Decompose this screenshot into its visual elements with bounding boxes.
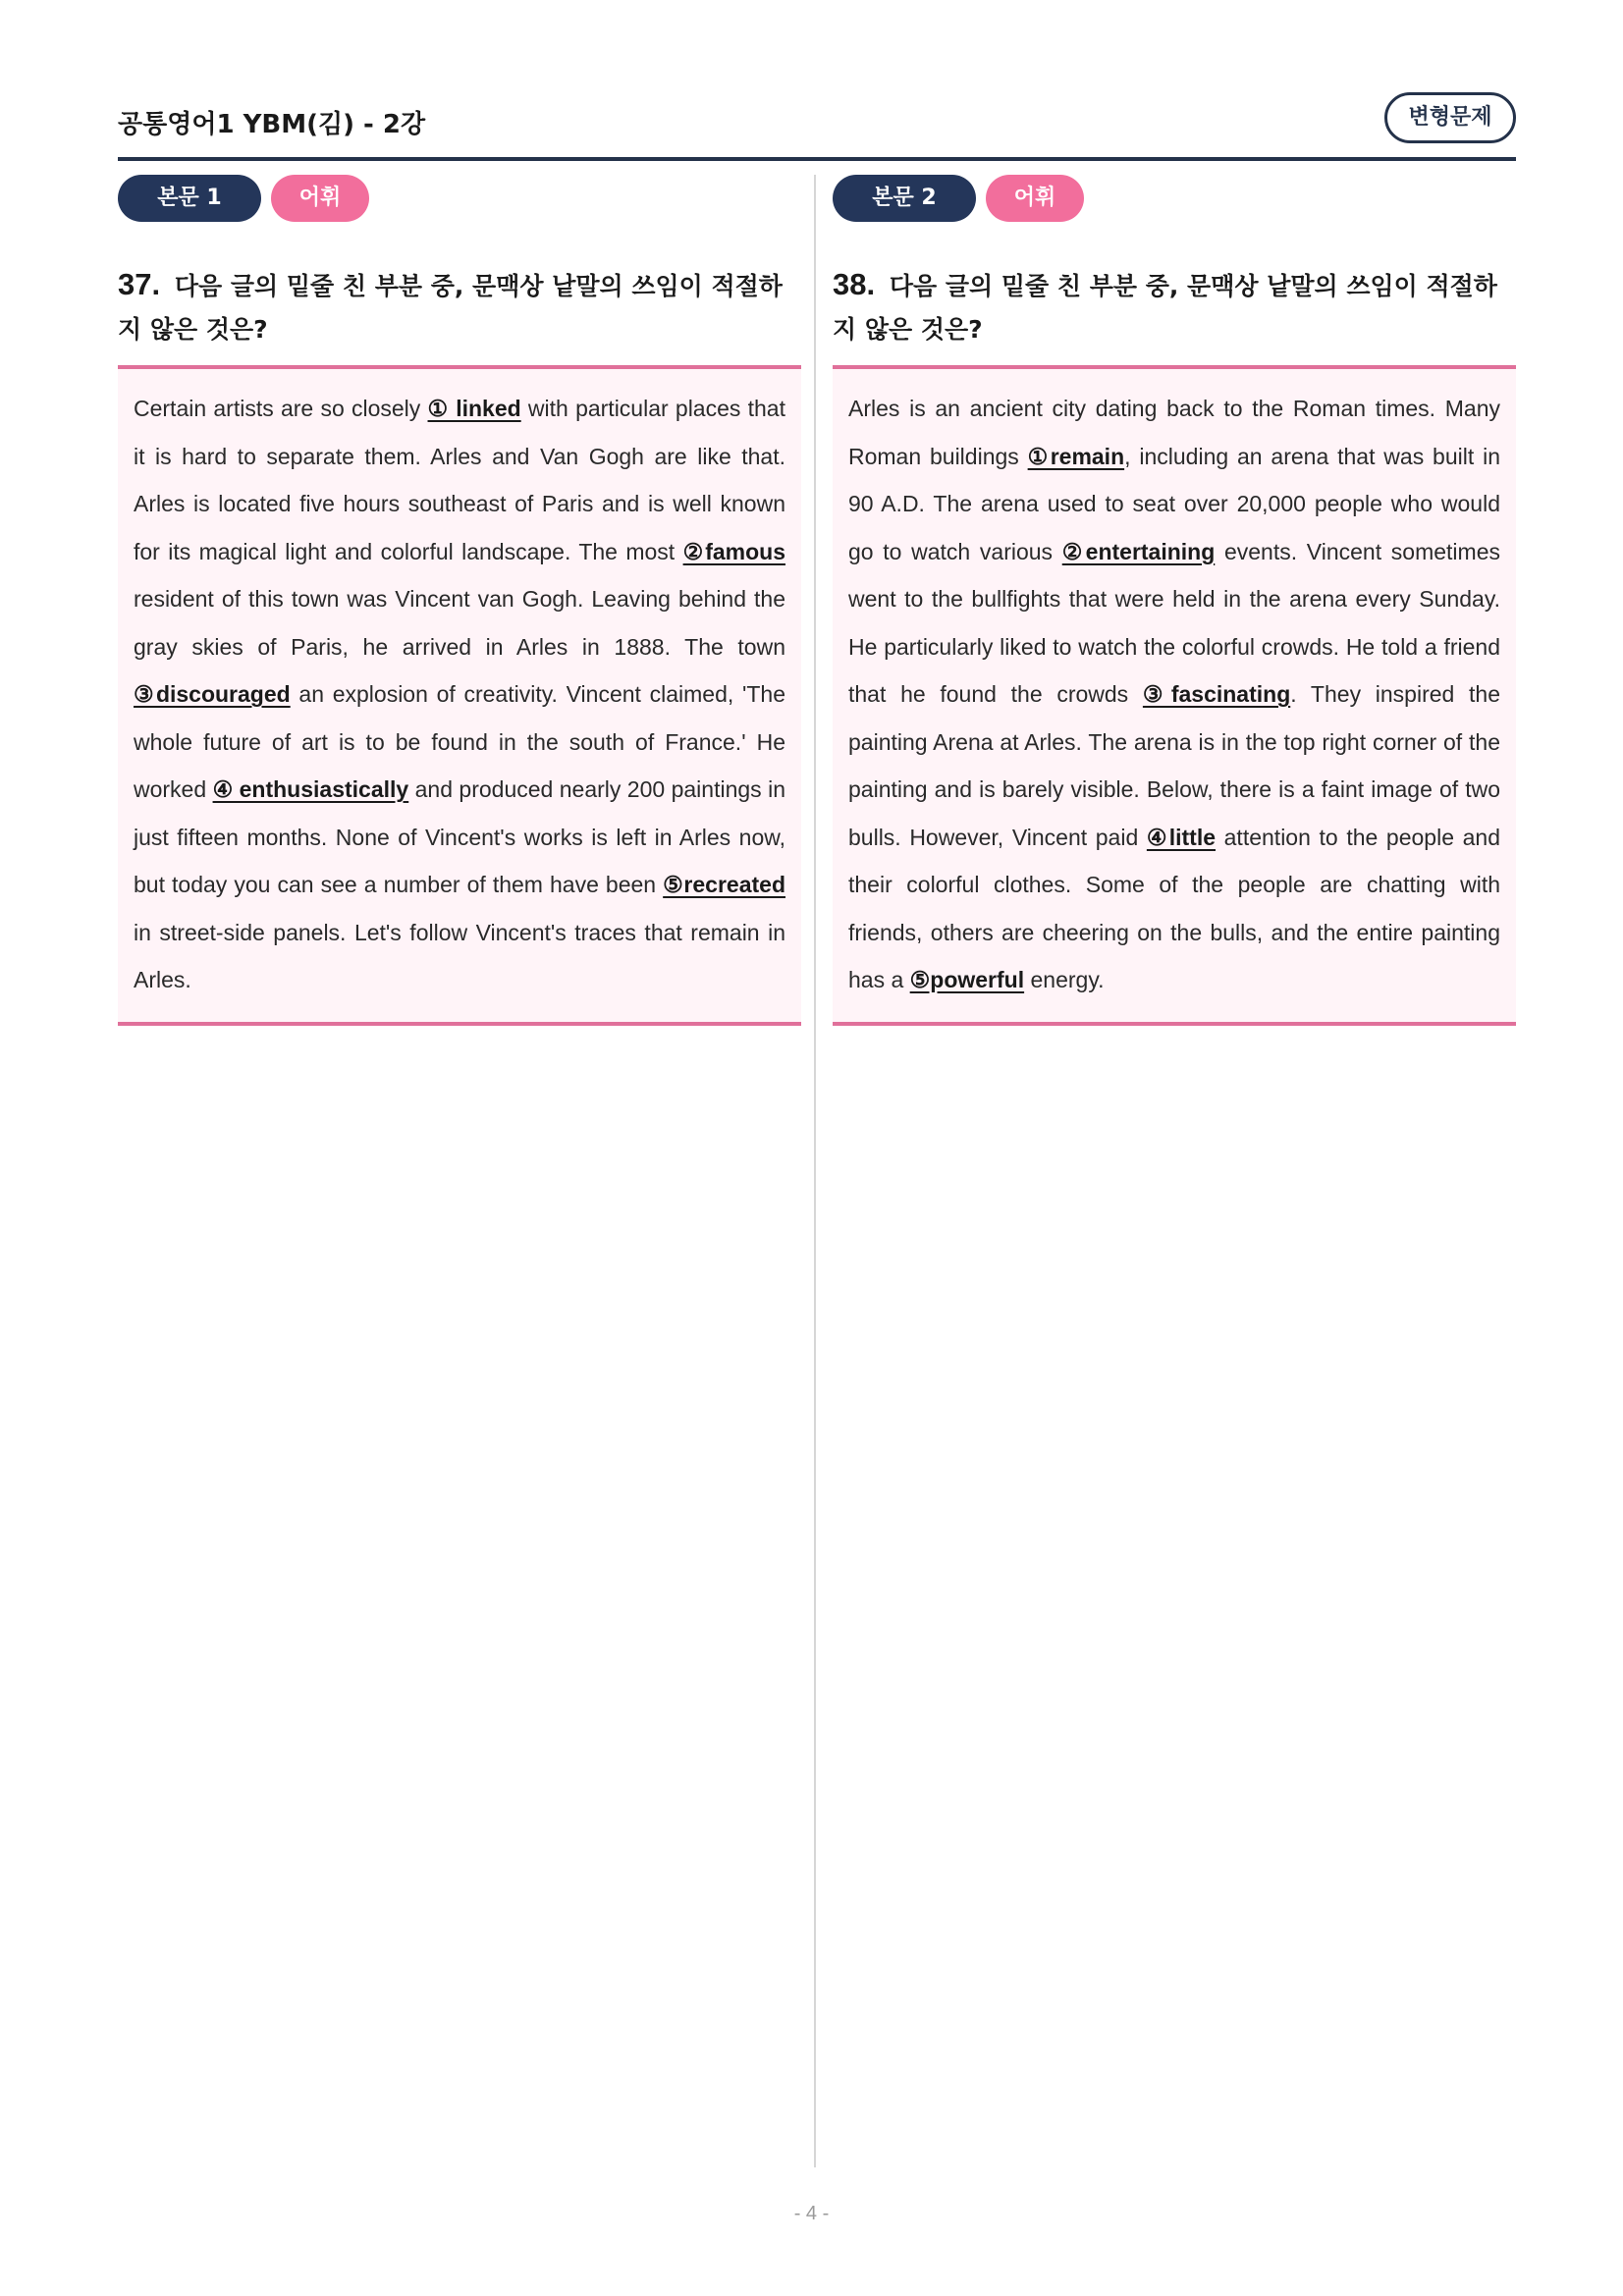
- passage-text: resident of this town was Vincent van Gogh. Leaving behind the gray skies of Paris, he arrived in Arles in 1888. The town: [134, 586, 785, 660]
- passage-text: in street-side panels. Let's follow Vincent's traces that remain in Arles.: [134, 919, 785, 992]
- underlined-choice-5: ⑤powerful: [909, 967, 1025, 992]
- right-tags: [833, 175, 1516, 224]
- question-38: [833, 263, 1516, 369]
- passage-text: with particular places that it is hard to separate them. Arles and Van Gogh are like that. Arles is located five hours southeast of Paris and is well known for its magical light and colorful landscape. The most: [134, 396, 785, 564]
- passage-tag: 본문 1: [118, 175, 261, 222]
- page-header: [118, 90, 1516, 161]
- question-number: 37.: [118, 267, 161, 301]
- passage-box: [118, 369, 801, 1026]
- underlined-choice-5: ⑤recreated: [663, 872, 786, 897]
- question-37: [118, 263, 801, 369]
- passage-text: events. Vincent sometimes went to the bullfights that were held in the arena every Sunday. He particularly liked to watch the colorful crowds. He told a friend that he found the crowds: [848, 538, 1500, 707]
- passage-tag: 본문 2: [833, 175, 976, 222]
- question-text: 다음 글의 밑줄 친 부분 중, 문맥상 낱말의 쓰임이 적절하지 않은 것은?: [833, 272, 1497, 344]
- underlined-choice-2: ②entertaining: [1061, 538, 1216, 564]
- question-type-badge: 변형문제: [1384, 92, 1516, 143]
- column-divider: [814, 175, 816, 2167]
- question-text: 다음 글의 밑줄 친 부분 중, 문맥상 낱말의 쓰임이 적절하지 않은 것은?: [118, 272, 783, 344]
- passage-text: . They inspired the painting Arena at Arles. The arena is in the top right corner of the painting and is barely visible. Below, there is a faint image of two bulls. However, Vincent paid: [848, 681, 1501, 850]
- underlined-choice-1: ①remain: [1027, 443, 1125, 469]
- passage-text: and produced nearly 200 paintings in just fifteen months. None of Vincent's works is left in Arles now, but today you can see a number of them have been: [134, 776, 785, 897]
- category-tag: 어휘: [986, 175, 1084, 222]
- underlined-choice-4: ④ enthusiastically: [212, 776, 409, 802]
- underlined-choice-1: ① linked: [427, 396, 521, 421]
- passage-text: an explosion of creativity. Vincent claimed, 'The whole future of art is to be found in the south of France.' He worked: [134, 681, 785, 802]
- left-column: [118, 175, 801, 1026]
- right-column: [833, 175, 1516, 1026]
- passage-text: energy.: [1024, 967, 1105, 992]
- left-tags: [118, 175, 801, 224]
- passage-text: attention to the people and their colorful clothes. Some of the people are chatting with friends, others are cheering on the bulls, and the entire painting has a: [848, 824, 1500, 992]
- underlined-choice-4: ④little: [1146, 824, 1217, 850]
- underlined-choice-3: ③fascinating: [1142, 681, 1291, 707]
- passage-text: Certain artists are so closely: [134, 396, 428, 421]
- document-title: 공통영어1 YBM(김) - 2강: [118, 110, 426, 139]
- category-tag: 어휘: [271, 175, 369, 222]
- passage-text: Arles is an ancient city dating back to the Roman times. Many Roman buildings: [848, 396, 1500, 469]
- page-number: - 4 -: [793, 2203, 830, 2224]
- question-number: 38.: [833, 267, 876, 301]
- passage-box: [833, 369, 1516, 1026]
- underlined-choice-2: ②famous: [682, 538, 785, 564]
- underlined-choice-3: ③discouraged: [134, 681, 291, 707]
- passage-text: , including an arena that was built in 90 A.D. The arena used to seat over 20,000 people who would go to watch various: [848, 443, 1500, 564]
